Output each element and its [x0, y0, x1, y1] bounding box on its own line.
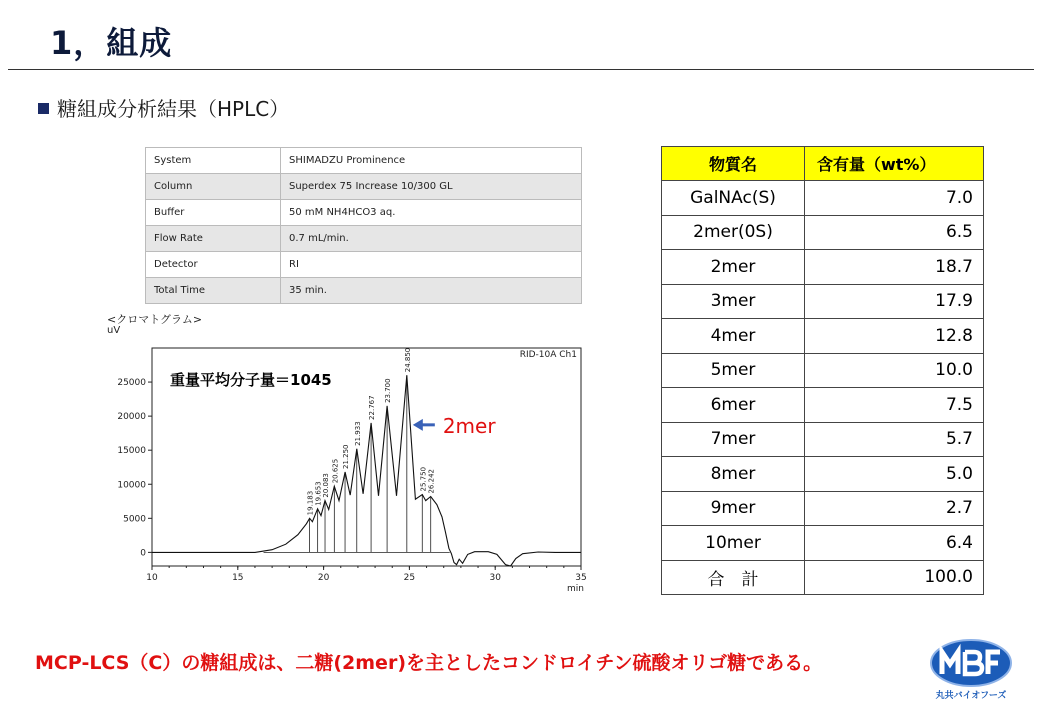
table-row	[662, 284, 984, 319]
table-row	[662, 250, 984, 285]
logo-caption: 丸共バイオフーズ	[935, 691, 1007, 701]
peak-label: 22.767	[368, 395, 377, 420]
chromatogram-chart	[100, 340, 590, 605]
mbf-logo-icon	[928, 636, 1014, 702]
peak-label: 21.250	[342, 444, 351, 469]
content-value: 6.5	[805, 215, 984, 250]
condition-row	[146, 174, 582, 200]
table-row	[662, 422, 984, 457]
peak-label: 19.653	[314, 481, 323, 506]
molecular-weight-annotation: 重量平均分子量＝1045	[170, 371, 332, 389]
square-bullet-icon	[38, 103, 49, 114]
substance-name: 10mer	[662, 526, 805, 561]
content-value: 7.5	[805, 388, 984, 423]
table-row	[662, 215, 984, 250]
condition-value: 0.7 mL/min.	[281, 226, 582, 252]
substance-name: 9mer	[662, 491, 805, 526]
table-row	[662, 181, 984, 216]
content-value: 7.0	[805, 181, 984, 216]
condition-key: Buffer	[146, 200, 281, 226]
condition-key: Flow Rate	[146, 226, 281, 252]
substance-name: 5mer	[662, 353, 805, 388]
conclusion-text: MCP-LCS（C）の糖組成は、二糖(2mer)を主としたコンドロイチン硫酸オリゴ糖である。	[35, 652, 823, 674]
condition-row	[146, 148, 582, 174]
chromatogram-trace	[152, 375, 581, 566]
condition-value: SHIMADZU Prominence	[281, 148, 582, 174]
substance-name: 7mer	[662, 422, 805, 457]
arrow-label: 2mer	[442, 413, 496, 438]
condition-row	[146, 226, 582, 252]
x-tick-label: 30	[489, 573, 501, 583]
condition-key: Total Time	[146, 278, 281, 304]
page-title: 1，組成	[50, 24, 173, 62]
hplc-conditions-table	[145, 147, 582, 304]
x-tick-label: 35	[575, 573, 587, 583]
content-value: 5.0	[805, 457, 984, 492]
channel-label: RID-10A Ch1	[519, 350, 577, 360]
substance-name: 6mer	[662, 388, 805, 423]
table-row	[662, 491, 984, 526]
substance-name: 8mer	[662, 457, 805, 492]
condition-value: Superdex 75 Increase 10/300 GL	[281, 174, 582, 200]
substance-name: 4mer	[662, 319, 805, 354]
peak-label: 23.700	[384, 378, 393, 403]
condition-value: 35 min.	[281, 278, 582, 304]
condition-row	[146, 252, 582, 278]
peak-label: 26.242	[427, 469, 436, 494]
x-tick-label: 10	[146, 573, 158, 583]
section-heading	[38, 93, 289, 122]
x-axis-label: min	[567, 584, 584, 594]
condition-key: Column	[146, 174, 281, 200]
substance-name: GalNAc(S)	[662, 181, 805, 216]
peak-label: 21.933	[353, 421, 362, 446]
chromatogram-label: <クロマトグラム>	[107, 313, 203, 326]
column-header-name: 物質名	[662, 147, 805, 181]
x-tick-label: 15	[232, 573, 244, 583]
content-value: 2.7	[805, 491, 984, 526]
condition-row	[146, 278, 582, 304]
y-tick-label: 5000	[123, 514, 146, 525]
peak-label: 20.625	[331, 458, 340, 484]
y-tick-label: 25000	[117, 378, 146, 389]
condition-row	[146, 200, 582, 226]
content-value: 6.4	[805, 526, 984, 561]
arrow-left-icon	[413, 419, 423, 431]
condition-value: 50 mM NH4HCO3 aq.	[281, 200, 582, 226]
condition-value: RI	[281, 252, 582, 278]
x-tick-label: 20	[317, 573, 330, 583]
peak-label: 25.750	[419, 466, 428, 492]
section-heading-text: 糖組成分析結果（HPLC）	[57, 97, 290, 121]
table-row	[662, 353, 984, 388]
x-tick-label: 25	[403, 573, 416, 583]
substance-name: 2mer(0S)	[662, 215, 805, 250]
content-value: 100.0	[805, 560, 984, 595]
content-value: 18.7	[805, 250, 984, 285]
table-row	[662, 457, 984, 492]
content-value: 17.9	[805, 284, 984, 319]
content-value: 12.8	[805, 319, 984, 354]
y-tick-label: 0	[140, 548, 146, 559]
substance-name: 3mer	[662, 284, 805, 319]
table-row	[662, 388, 984, 423]
title-divider	[8, 69, 1034, 70]
y-tick-label: 10000	[117, 480, 146, 491]
y-tick-label: 15000	[117, 446, 146, 457]
condition-key: System	[146, 148, 281, 174]
condition-key: Detector	[146, 252, 281, 278]
y-tick-label: 20000	[117, 412, 146, 423]
table-row	[662, 526, 984, 561]
content-value: 5.7	[805, 422, 984, 457]
column-header-value: 含有量（wt%）	[805, 147, 984, 181]
substance-name: 2mer	[662, 250, 805, 285]
composition-table	[661, 146, 984, 595]
content-value: 10.0	[805, 353, 984, 388]
table-row	[662, 319, 984, 354]
peak-label: 19.183	[306, 490, 315, 516]
table-row	[662, 560, 984, 595]
y-axis-label: uV	[107, 325, 121, 336]
substance-name: 合 計	[662, 560, 805, 595]
peak-label: 24.850	[403, 347, 412, 373]
peak-label: 20.083	[322, 473, 331, 498]
